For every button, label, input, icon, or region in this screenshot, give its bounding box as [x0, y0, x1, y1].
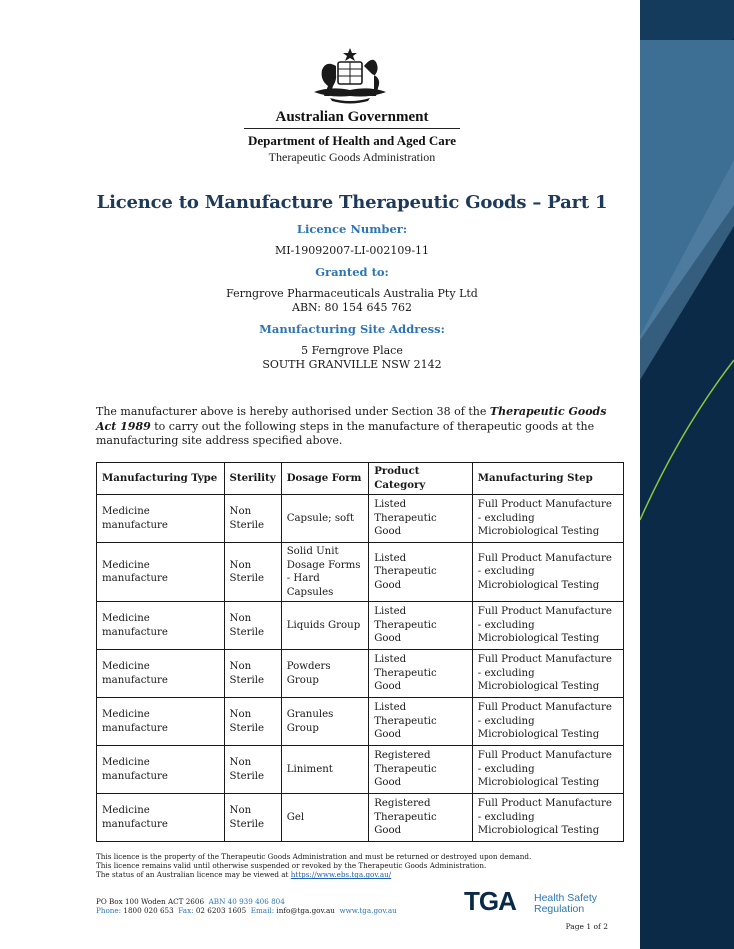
table-cell: Full Product Manufacture - excluding Microbiological Testing	[472, 746, 623, 794]
granted-to-label: Granted to:	[315, 265, 389, 279]
table-cell: Non Sterile	[224, 746, 281, 794]
side-panel-green-line	[640, 0, 734, 949]
government-name: Australian Government	[275, 109, 429, 125]
table-cell: Listed Therapeutic Good	[369, 495, 473, 543]
site-address-line1: 5 Ferngrove Place	[301, 344, 403, 357]
page-number: Page 1 of 2	[565, 922, 608, 931]
table-cell: Non Sterile	[224, 650, 281, 698]
website-link[interactable]: www.tga.gov.au	[339, 906, 397, 916]
table-row	[97, 698, 624, 746]
table-cell: Full Product Manufacture - excluding Microbiological Testing	[472, 543, 623, 602]
column-header: Manufacturing Step	[472, 463, 623, 495]
fax-number: 02 6203 1605	[195, 906, 247, 916]
header-divider	[244, 128, 460, 129]
footer-line	[96, 870, 636, 879]
act-name: Therapeutic Goods Act 1989	[96, 405, 607, 433]
footer-line: This licence remains valid until otherwise suspended or revoked by the Therapeutic Goods Administration.	[96, 861, 487, 871]
table-cell: Non Sterile	[224, 543, 281, 602]
licence-number-label: Licence Number:	[296, 222, 408, 236]
intro-text-before: The manufacturer above is hereby authorised under Section 38 of the	[96, 405, 490, 418]
email-address[interactable]: info@tga.gov.au	[276, 906, 335, 916]
table-cell: Medicine manufacture	[97, 602, 225, 650]
tga-abn: ABN 40 939 406 804	[208, 897, 285, 906]
postal-address: PO Box 100 Woden ACT 2606	[96, 897, 205, 906]
agency-name: Therapeutic Goods Administration	[268, 150, 436, 164]
licensee-abn: ABN: 80 154 645 762	[292, 301, 412, 314]
postal-line	[96, 897, 456, 906]
table-cell: Gel	[281, 794, 369, 842]
footer-status-text: The status of an Australian licence may be viewed at	[96, 870, 291, 880]
table-row	[97, 794, 624, 842]
table-cell: Full Product Manufacture - excluding Microbiological Testing	[472, 794, 623, 842]
tagline-line: Health Safety	[534, 892, 598, 904]
licence-conditions-note	[96, 852, 636, 880]
table-cell: Non Sterile	[224, 794, 281, 842]
department-name: Department of Health and Aged Care	[247, 133, 457, 148]
table-cell: Capsule; soft	[281, 495, 369, 543]
licence-number-value: MI-19092007-LI-002109-11	[274, 244, 430, 257]
coat-of-arms-icon	[300, 46, 400, 108]
table-cell: Listed Therapeutic Good	[369, 602, 473, 650]
table-cell: Granules Group	[281, 698, 369, 746]
column-header: Sterility	[224, 463, 281, 495]
document-title: Licence to Manufacture Therapeutic Goods – Part 1	[96, 192, 608, 213]
table-cell: Liniment	[281, 746, 369, 794]
site-address-label: Manufacturing Site Address:	[259, 322, 445, 336]
intro-text-after: to carry out the following steps in the manufacture of therapeutic goods at the manufacturing site address specified above.	[96, 419, 595, 447]
tga-logo-tagline	[534, 893, 597, 915]
table-row	[97, 746, 624, 794]
table-row	[97, 650, 624, 698]
table-row	[97, 495, 624, 543]
table-cell: Medicine manufacture	[97, 746, 225, 794]
table-cell: Medicine manufacture	[97, 495, 225, 543]
table-cell: Registered Therapeutic Good	[369, 794, 473, 842]
table-cell: Powders Group	[281, 650, 369, 698]
phone-label: Phone:	[96, 906, 122, 916]
table-header-row	[97, 463, 624, 495]
manufacturing-steps-table	[96, 462, 624, 842]
table-cell: Medicine manufacture	[97, 543, 225, 602]
column-header: Manufacturing Type	[97, 463, 225, 495]
column-header: Product Category	[369, 463, 473, 495]
contact-line	[96, 906, 456, 915]
table-cell: Full Product Manufacture - excluding Microbiological Testing	[472, 495, 623, 543]
email-label: Email:	[250, 906, 275, 916]
table-cell: Full Product Manufacture - excluding Microbiological Testing	[472, 602, 623, 650]
authorisation-statement	[96, 405, 616, 449]
table-cell: Registered Therapeutic Good	[369, 746, 473, 794]
table-cell: Solid Unit Dosage Forms - Hard Capsules	[281, 543, 369, 602]
site-address-line2: SOUTH GRANVILLE NSW 2142	[262, 358, 442, 371]
footer-line: This licence is the property of the Therapeutic Goods Administration and must be returned or destroyed upon demand.	[96, 852, 532, 861]
fax-label: Fax:	[178, 906, 194, 916]
table-row	[97, 602, 624, 650]
table-cell: Listed Therapeutic Good	[369, 543, 473, 602]
table-cell: Listed Therapeutic Good	[369, 650, 473, 698]
tagline-line: Regulation	[534, 903, 585, 915]
table-cell: Medicine manufacture	[97, 794, 225, 842]
contact-details	[96, 897, 456, 915]
table-cell: Liquids Group	[281, 602, 369, 650]
tga-logo-text: TGA	[464, 886, 516, 916]
table-cell: Non Sterile	[224, 602, 281, 650]
licensee-name: Ferngrove Pharmaceuticals Australia Pty Ltd	[226, 287, 478, 300]
table-row	[97, 543, 624, 602]
column-header: Dosage Form	[281, 463, 369, 495]
table-cell: Full Product Manufacture - excluding Microbiological Testing	[472, 698, 623, 746]
phone-number: 1800 020 653	[123, 906, 174, 916]
table-cell: Listed Therapeutic Good	[369, 698, 473, 746]
table-cell: Medicine manufacture	[97, 698, 225, 746]
decorative-side-panel	[640, 0, 734, 949]
table-cell: Full Product Manufacture - excluding Microbiological Testing	[472, 650, 623, 698]
table-cell: Non Sterile	[224, 495, 281, 543]
ebs-link[interactable]: https://www.ebs.tga.gov.au/	[290, 870, 392, 880]
table-cell: Non Sterile	[224, 698, 281, 746]
table-cell: Medicine manufacture	[97, 650, 225, 698]
